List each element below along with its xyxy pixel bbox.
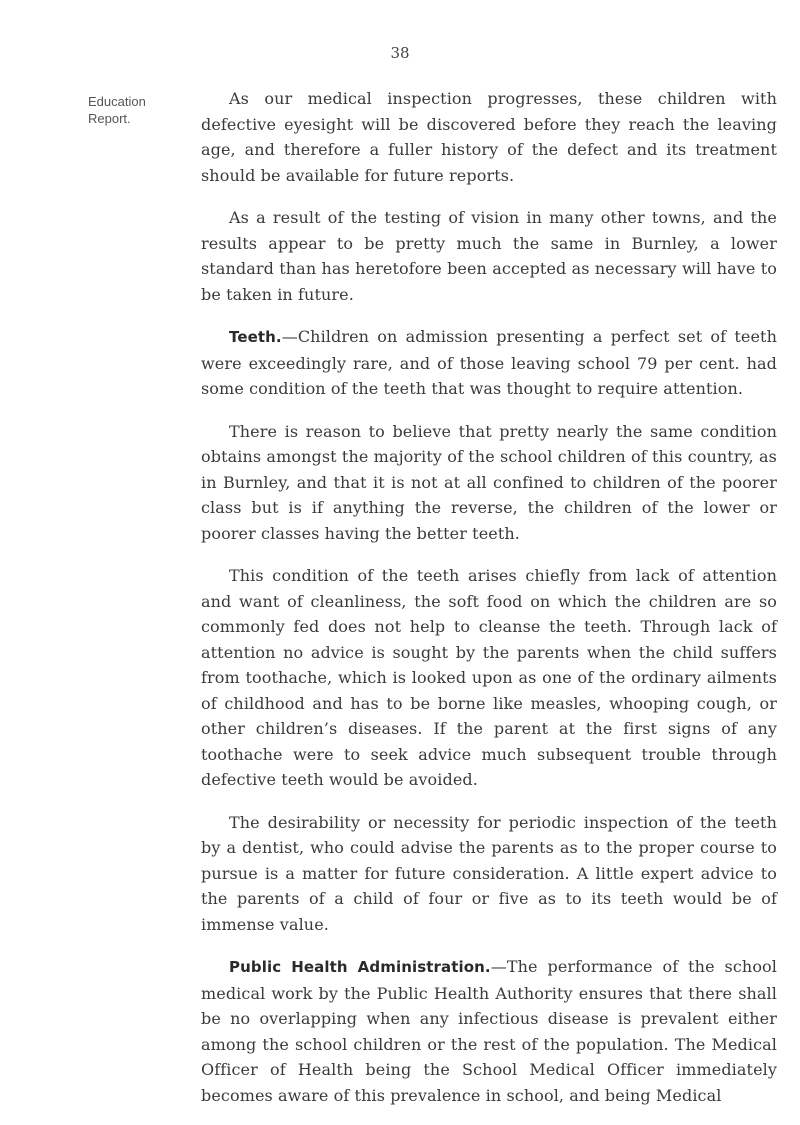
paragraph-text: —The performance of the school medical work by the Public Health Authority ensures that there shall be no overlapping when any infectious disease is prevalent either among the school children or the rest of the population. The Medical Officer of Health being the School Medical Officer immediately becomes aware of this prevalence in school, and being Medical <box>201 957 777 1105</box>
margin-note-line1: Education <box>88 94 146 109</box>
paragraph-text: This condition of the teeth arises chiefly from lack of attention and want of cleanliness, the soft food on which the children are so commonly fed does not help to cleanse the teeth. Through lack of attention no advice is sought by the parents when the child suffers from toothache, which is looked upon as one of the ordinary ailments of childhood and has to be borne like measles, whooping cough, or other children’s diseases. If the parent at the first signs of any toothache were to seek advice much subsequent trouble through defective teeth would be avoided. <box>201 566 777 789</box>
paragraph-text: There is reason to believe that pretty nearly the same condition obtains amongst the majority of the school children of this country, as in Burnley, and that it is not at all confined to children of the poorer class but is if anything the reverse, the children of the lower or poorer classes having the better teeth. <box>201 421 777 543</box>
paragraph-vision-progress <box>201 86 777 188</box>
body-text <box>201 86 777 1125</box>
paragraph-text: —Children on admission presenting a perfect set of teeth were exceedingly rare, and of those leaving school 79 per cent. had some condition of the teeth that was thought to require attention. <box>201 327 777 398</box>
paragraph-teeth <box>201 324 777 402</box>
margin-note <box>88 93 188 127</box>
paragraph-vision-standard <box>201 205 777 307</box>
margin-note-line2: Report. <box>88 111 131 126</box>
section-heading-public-health: Public Health Administration. <box>229 958 491 976</box>
paragraph-text: As a result of the testing of vision in many other towns, and the results appear to be pretty much the same in Burnley, a lower standard than has heretofore been accepted as necessary will have to be taken in future. <box>201 208 777 304</box>
paragraph-dental-inspection <box>201 810 777 938</box>
section-heading-teeth: Teeth. <box>229 328 282 346</box>
paragraph-text: The desirability or necessity for periodic inspection of the teeth by a dentist, who could advise the parents as to the proper course to pursue is a matter for future consideration. A little expert advice to the parents of a child of four or five as to its teeth would be of immense value. <box>201 812 777 934</box>
paragraph-public-health <box>201 954 777 1108</box>
paragraph-teeth-cause <box>201 563 777 793</box>
paragraph-teeth-condition <box>201 419 777 547</box>
page-number: 38 <box>390 44 410 62</box>
paragraph-text: As our medical inspection progresses, these children with defective eyesight will be discovered before they reach the leaving age, and therefore a fuller history of the defect and its treatment should be available for future reports. <box>201 89 777 185</box>
